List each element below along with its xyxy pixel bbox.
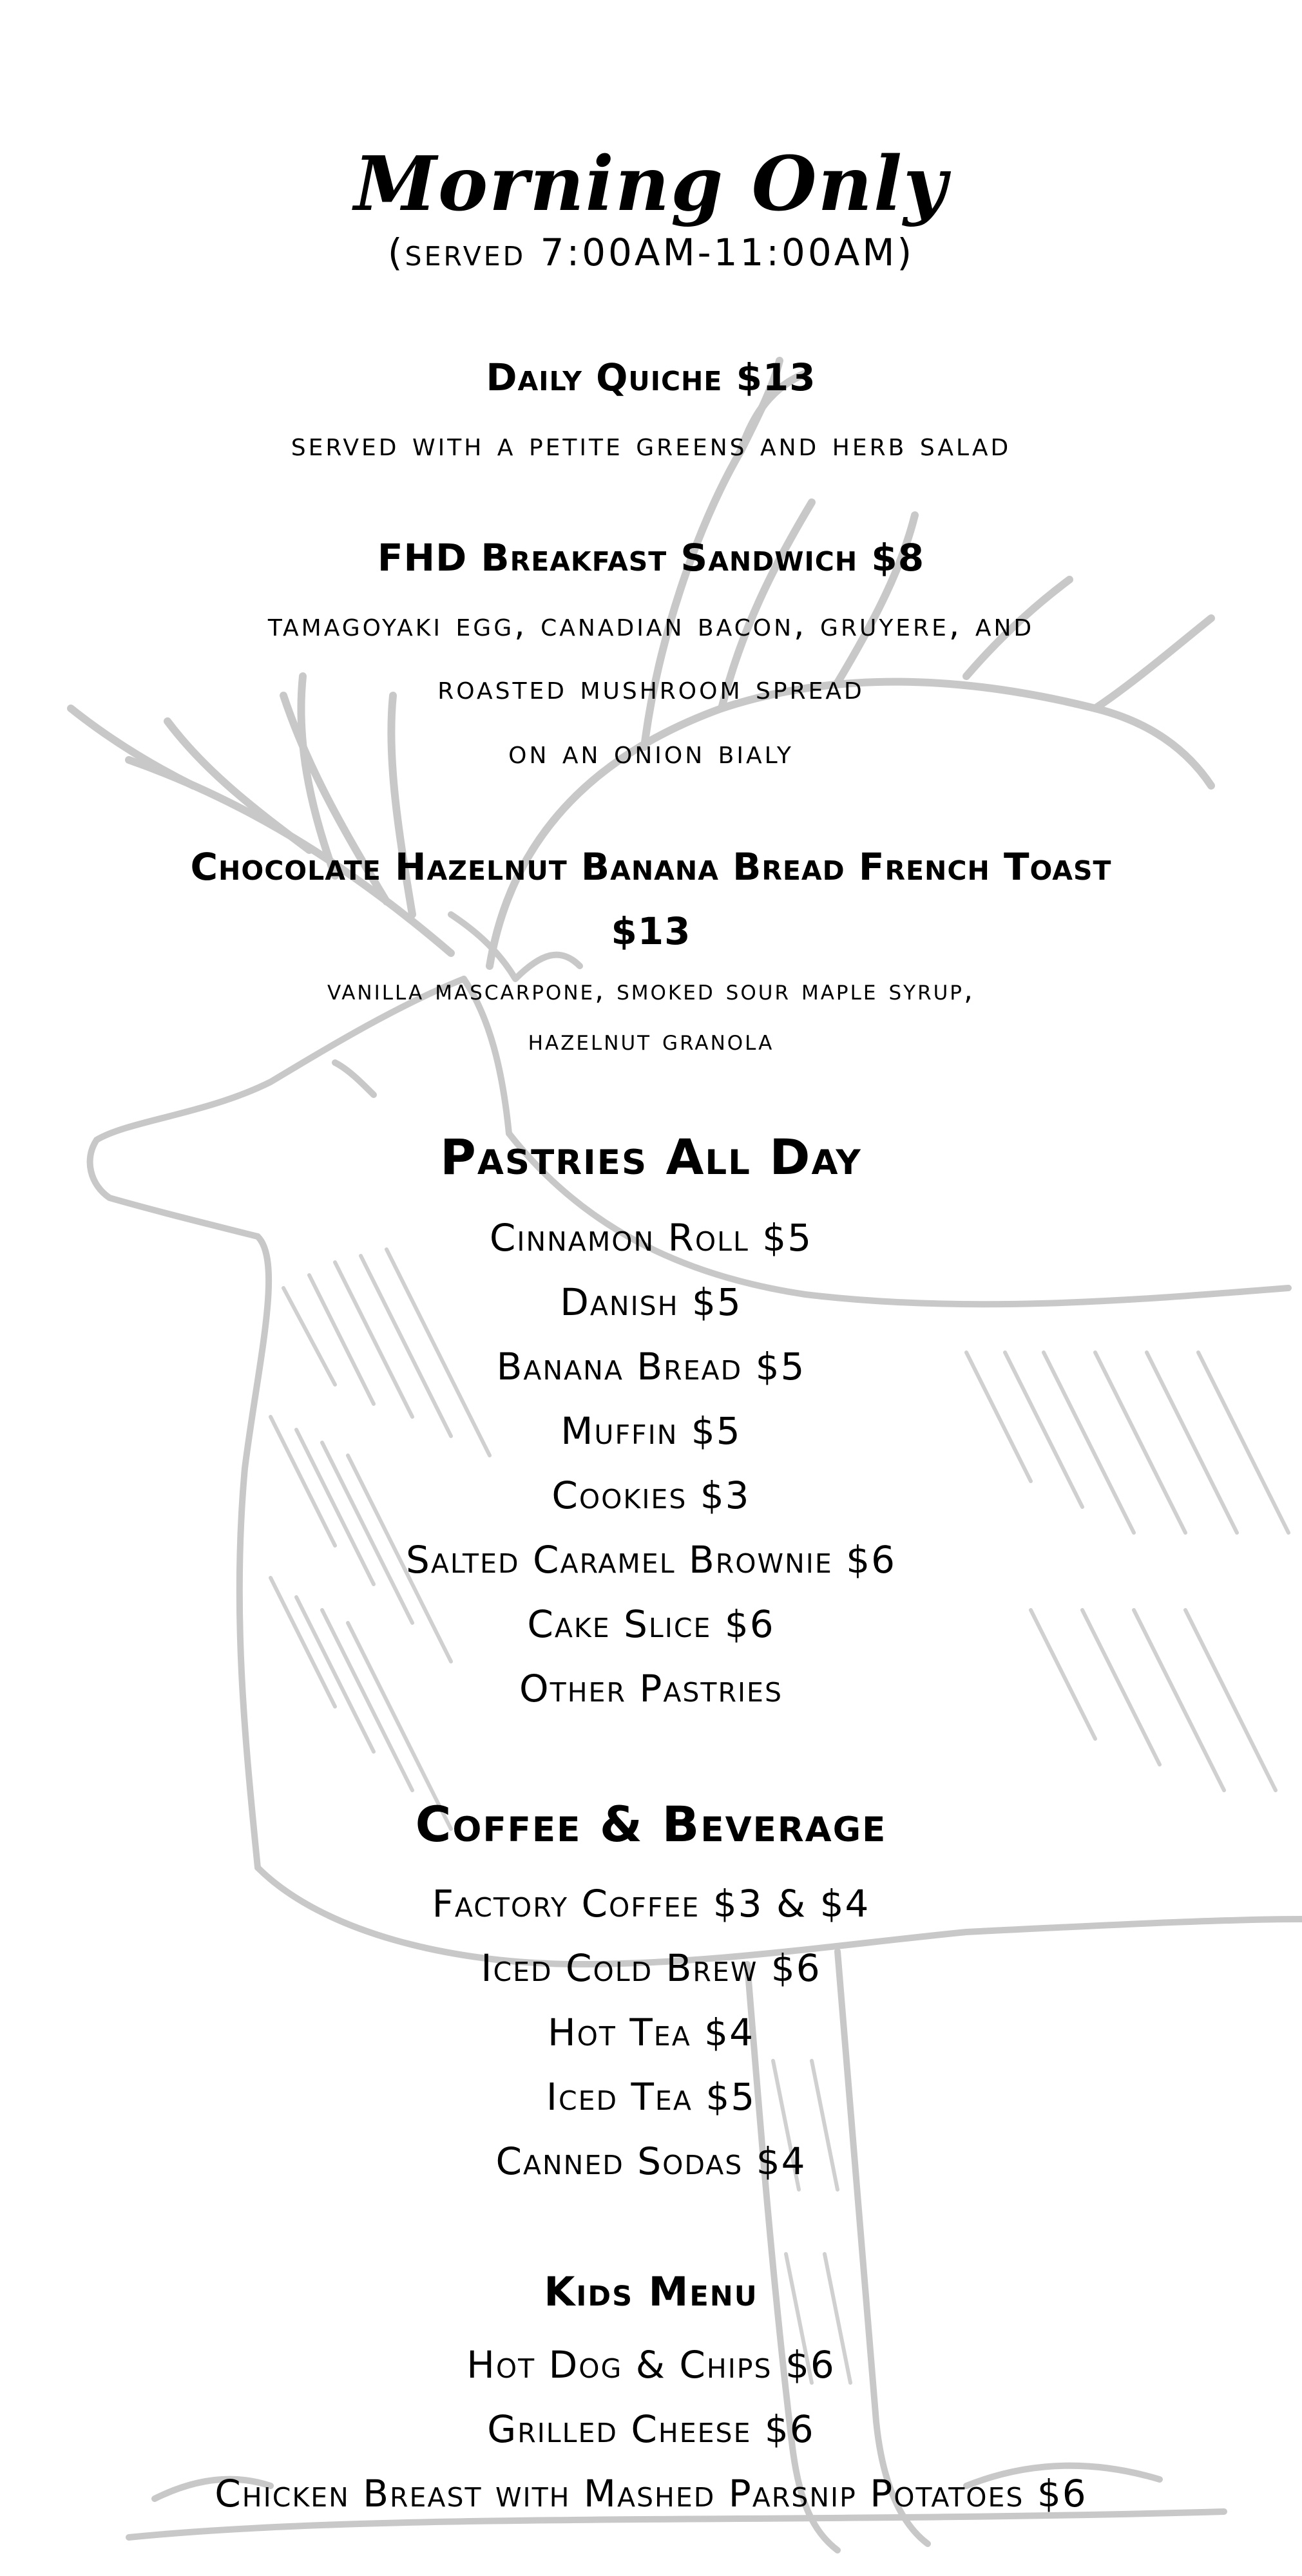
pastry-item: Salted Caramel Brownie $6	[406, 1538, 896, 1582]
breakfast-sandwich-heading: FHD Breakfast Sandwich $8	[377, 536, 925, 580]
menu-subtitle: (served 7:00AM-11:00AM)	[387, 231, 915, 274]
breakfast-sandwich-description-line-3: on an onion bialy	[508, 733, 794, 772]
beverage-item: Canned Sodas $4	[495, 2139, 807, 2183]
kids-menu-heading: Kids Menu	[544, 2268, 758, 2315]
french-toast-heading: Chocolate Hazelnut Banana Bread French Toast	[190, 845, 1112, 889]
elk-head-outline	[90, 914, 580, 1868]
kids-item: Chicken Breast with Mashed Parsnip Potatoes $6	[215, 2472, 1087, 2515]
pastry-item: Banana Bread $5	[496, 1345, 806, 1388]
beverage-item: Iced Cold Brew $6	[481, 1946, 821, 1990]
pastries-heading: Pastries All Day	[440, 1128, 862, 1186]
beverages-heading: Coffee & Beverage	[415, 1795, 887, 1853]
pastry-item: Cinnamon Roll $5	[489, 1216, 813, 1260]
french-toast-description-line-1: vanilla mascarpone, smoked sour maple syrup,	[327, 974, 975, 1007]
pastry-item: Other Pastries	[519, 1667, 783, 1710]
pastry-item: Muffin $5	[560, 1409, 742, 1453]
kids-item: Hot Dog & Chips $6	[466, 2343, 836, 2387]
pastry-item: Danish $5	[560, 1280, 742, 1324]
quiche-heading: Daily Quiche $13	[486, 355, 816, 399]
beverage-item: Iced Tea $5	[546, 2075, 756, 2119]
beverage-item: Hot Tea $4	[548, 2011, 754, 2054]
french-toast-description-line-2: hazelnut granola	[528, 1024, 774, 1057]
quiche-description: served with a petite greens and herb salad	[291, 425, 1011, 464]
beverage-item: Factory Coffee $3 & $4	[432, 1882, 870, 1926]
kids-item: Grilled Cheese $6	[487, 2407, 815, 2451]
french-toast-price: $13	[611, 909, 691, 953]
pastry-item: Cake Slice $6	[527, 1602, 775, 1646]
breakfast-sandwich-description-line-1: tamagoyaki egg, canadian bacon, gruyere, and	[267, 605, 1035, 644]
breakfast-sandwich-description-line-2: roasted mushroom spread	[437, 668, 865, 707]
pastry-item: Cookies $3	[551, 1473, 751, 1517]
menu-title: Morning Only	[354, 140, 948, 228]
